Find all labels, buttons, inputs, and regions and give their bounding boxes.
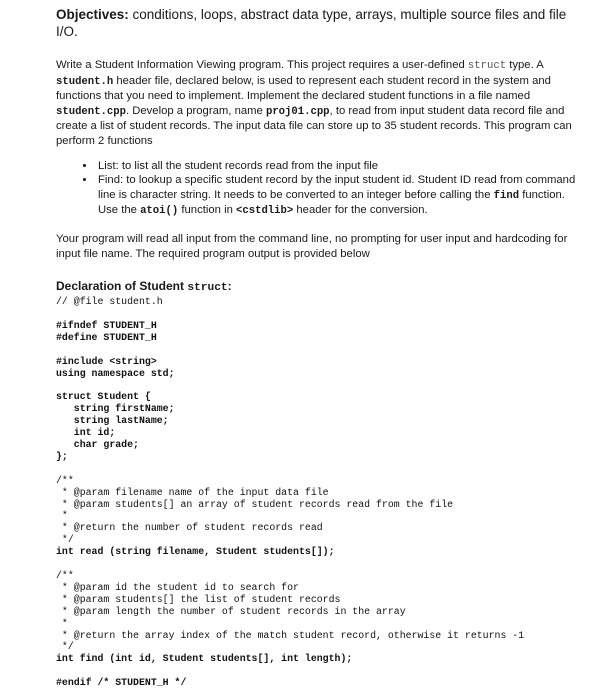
- code-line: *: [56, 510, 68, 522]
- declaration-keyword: struct: [187, 282, 228, 295]
- code-line: string firstName;: [56, 403, 175, 415]
- code-line: * @param filename name of the input data file: [56, 486, 329, 498]
- code-line: /**: [56, 474, 74, 486]
- find-text-3: function in: [178, 204, 237, 217]
- objectives-text: conditions, loops, abstract data type, arrays, multiple source files and file I/O.: [56, 7, 567, 39]
- code-line: struct Student {: [56, 391, 151, 403]
- assignment-page: [56, 0, 576, 689]
- code-line: int id;: [56, 427, 116, 439]
- find-code-cstdlib: <cstdlib>: [236, 205, 294, 218]
- code-line: */: [56, 641, 74, 653]
- find-text-2: function. Use the: [98, 188, 565, 217]
- code-line: using namespace std;: [56, 367, 175, 379]
- code-line: char grade;: [56, 439, 139, 450]
- code-line: * @param students[] the list of student records: [56, 593, 341, 605]
- function-list: [56, 159, 576, 219]
- input-note-paragraph: Your program will read all input from the command line, no prompting for user input and hardcoding for input file name. The required program output is provided below: [56, 232, 568, 260]
- declaration-heading: [56, 279, 576, 296]
- student-header-code: [56, 296, 576, 689]
- intro-code-student-cpp: student.cpp: [56, 105, 126, 118]
- declaration-colon: :: [227, 279, 232, 294]
- intro-text-4: . Develop a program, name: [125, 104, 266, 117]
- bullet-find-function: [96, 173, 576, 219]
- code-line: int find (int id, Student students[], int length);: [56, 653, 353, 665]
- code-line: * @return the array index of the match student record, otherwise it returns -1: [56, 629, 525, 641]
- code-line: */: [56, 534, 74, 546]
- intro-text-5: , to read from input student data record file and create a list of student records. The input data file can store up to 35 student records. This program can perform 2 functions: [56, 104, 572, 147]
- find-text-4: header for the conversion.: [293, 204, 428, 217]
- code-line: // @file student.h: [56, 296, 163, 308]
- declaration-label: Declaration of Student: [56, 279, 188, 294]
- find-code-atoi: atoi(): [140, 205, 179, 218]
- code-line: #define STUDENT_H: [56, 331, 157, 343]
- intro-text-2: type. A: [506, 59, 544, 71]
- code-line: *: [56, 617, 68, 629]
- code-line: string lastName;: [56, 415, 169, 427]
- intro-text-1: Write a Student Information Viewing program. This project requires a user-defined: [56, 59, 468, 71]
- intro-code-proj01: proj01.cpp: [265, 105, 330, 118]
- bullet-list-function: • List: to list all the student records read from the input file: [96, 159, 576, 174]
- code-line: };: [56, 450, 68, 462]
- code-line: #include <string>: [56, 355, 157, 367]
- code-line: /**: [56, 569, 74, 581]
- code-line: int read (string filename, Student students[]);: [56, 546, 335, 558]
- intro-text-3: header file, declared below, is used to represent each student record in the system and functions that you need to implement. Implement the declared student functions in a file named: [56, 74, 551, 103]
- code-line: * @return the number of student records read: [56, 522, 323, 534]
- code-line: * @param id the student id to search for: [56, 581, 299, 593]
- find-code-find: find: [493, 189, 520, 202]
- intro-paragraph: [56, 58, 576, 149]
- code-line: * @param length the number of student records in the array: [56, 605, 406, 617]
- code-line: #ifndef STUDENT_H: [56, 319, 157, 331]
- objectives-line: [56, 6, 576, 40]
- code-line: #endif /* STUDENT_H */: [56, 677, 187, 689]
- objectives-label: Objectives:: [56, 7, 129, 22]
- code-line: * @param students[] an array of student records read from the file: [56, 498, 454, 510]
- intro-code-student-h: student.h: [56, 75, 114, 88]
- intro-code-struct: struct: [467, 60, 507, 72]
- find-text-1: Find: to lookup a specific student record by the input student id. Student ID read from command line is character string. It needs to be converted to an integer before calling the: [98, 174, 576, 201]
